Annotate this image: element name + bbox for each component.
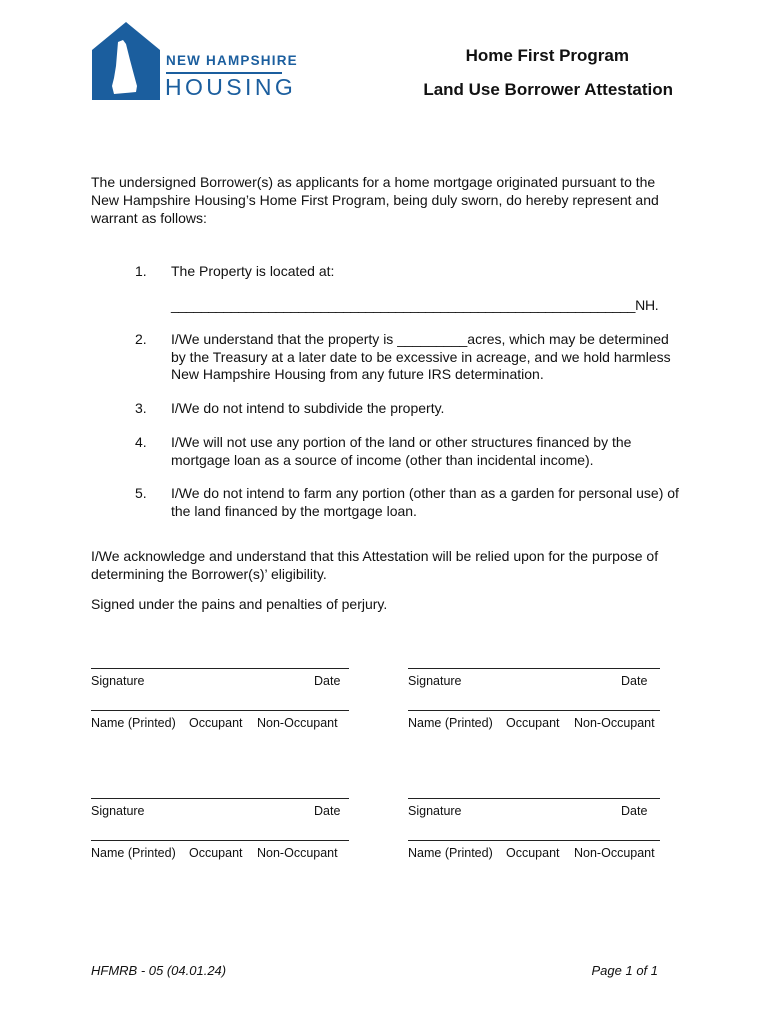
date-label: Date <box>621 674 648 688</box>
form-title: Land Use Borrower Attestation <box>423 80 673 99</box>
non-occupant-label: Non-Occupant <box>257 846 338 860</box>
program-title: Home First Program <box>465 46 629 65</box>
perjury-statement: Signed under the pains and penalties of perjury. <box>91 596 388 612</box>
non-occupant-label: Non-Occupant <box>574 716 655 730</box>
signature-line[interactable] <box>408 668 660 669</box>
logo-text-bottom: HOUSING <box>165 74 297 100</box>
name-printed-label: Name (Printed) <box>91 716 176 730</box>
signature-label: Signature <box>91 674 145 688</box>
non-occupant-label: Non-Occupant <box>574 846 655 860</box>
item-text: I/We will not use any portion of the land or other structures financed by the mortgage loan as a source of income (other than incidental income). <box>171 434 632 468</box>
signature-line[interactable] <box>91 798 349 799</box>
date-label: Date <box>621 804 648 818</box>
page-number: Page 1 of 1 <box>591 963 658 978</box>
name-line[interactable] <box>408 710 660 711</box>
name-printed-label: Name (Printed) <box>408 846 493 860</box>
item-number: 5. <box>135 485 147 501</box>
name-line[interactable] <box>91 840 349 841</box>
nh-housing-logo <box>90 20 298 102</box>
form-id: HFMRB - 05 (04.01.24) <box>91 963 227 978</box>
signature-label: Signature <box>408 804 462 818</box>
signature-line[interactable] <box>91 668 349 669</box>
acknowledgement-paragraph: I/We acknowledge and understand that this Attestation will be relied upon for the purpose of determining the Borrower(s)’ eligibility. <box>91 548 659 582</box>
item-number: 2. <box>135 331 147 347</box>
logo-text-top: NEW HAMPSHIRE <box>166 53 298 68</box>
signature-line[interactable] <box>408 798 660 799</box>
date-label: Date <box>314 674 341 688</box>
name-printed-label: Name (Printed) <box>91 846 176 860</box>
occupant-label: Occupant <box>506 846 560 860</box>
item-number: 3. <box>135 400 147 416</box>
item-text: I/We do not intend to farm any portion (other than as a garden for personal use) of the land financed by the mortgage loan. <box>171 485 679 519</box>
name-line[interactable] <box>408 840 660 841</box>
signature-label: Signature <box>91 804 145 818</box>
name-line[interactable] <box>91 710 349 711</box>
signature-label: Signature <box>408 674 462 688</box>
item-text: I/We understand that the property is _________acres, which may be determined by the Treasury at a later date to be excessive in acreage, and we hold harmless New Hampshire Housing from any future IRS determination. <box>171 331 671 382</box>
item-number: 4. <box>135 434 147 450</box>
name-printed-label: Name (Printed) <box>408 716 493 730</box>
house-state-icon <box>90 20 162 102</box>
occupant-label: Occupant <box>189 716 243 730</box>
address-line[interactable]: ______________________________________________________________NH. <box>171 297 659 313</box>
item-text: I/We do not intend to subdivide the property. <box>171 400 445 416</box>
occupant-label: Occupant <box>189 846 243 860</box>
item-number: 1. <box>135 263 147 279</box>
intro-paragraph: The undersigned Borrower(s) as applicants for a home mortgage originated pursuant to the New Hampshire Housing’s Home First Program, being duly sworn, do hereby represent and warrant as follows: <box>91 174 659 226</box>
occupant-label: Occupant <box>506 716 560 730</box>
non-occupant-label: Non-Occupant <box>257 716 338 730</box>
date-label: Date <box>314 804 341 818</box>
item-text: The Property is located at: <box>171 263 335 279</box>
